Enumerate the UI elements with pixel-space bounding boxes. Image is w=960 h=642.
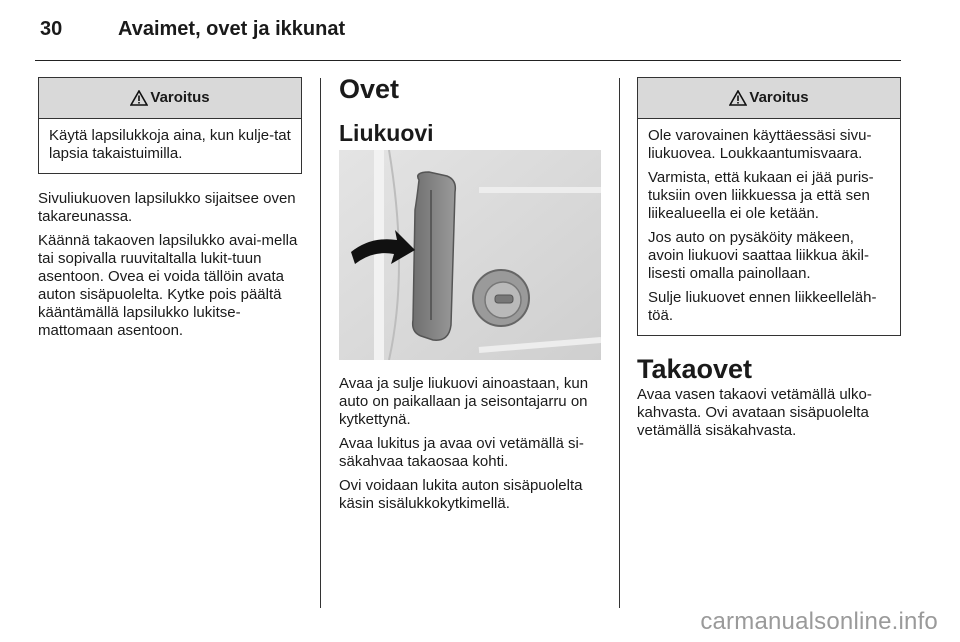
paragraph: Käännä takaoven lapsilukko avai-mella tai sopivalla ruuvitaltalla lukit-tuun asentoon. Ovea ei voida tällöin avata auton sisäpuolelta. Kytke pois päältä kääntämällä lapsilukko lukitse-mattomaan asentoon. xyxy=(38,232,298,339)
warning-header xyxy=(638,78,900,119)
warning-triangle-icon xyxy=(729,90,747,106)
column-3 xyxy=(637,77,901,446)
warning-text: Jos auto on pysäköity mäkeen, avoin liukuovi saattaa liikkua äkil-lisesti omalla painollaan. xyxy=(648,229,869,282)
warning-body xyxy=(39,119,301,173)
header-rule xyxy=(35,60,901,61)
page-title: Avaimet, ovet ja ikkunat xyxy=(118,18,346,40)
warning-triangle-icon xyxy=(130,90,148,106)
paragraph: Ovi voidaan lukita auton sisäpuolelta käsin sisälukkokytkimellä. xyxy=(339,477,583,512)
column-2-text xyxy=(339,375,605,519)
column-divider-2 xyxy=(619,78,620,608)
warning-label: Varoitus xyxy=(150,89,210,106)
page-number: 30 xyxy=(40,18,63,40)
subsection-title: Liukuovi xyxy=(339,120,434,146)
paragraph: Sivuliukuoven lapsilukko sijaitsee oven takareunassa. xyxy=(38,190,296,225)
page-header xyxy=(40,18,345,41)
paragraph: Avaa ja sulje liukuovi ainoastaan, kun auto on paikallaan ja seisontajarru on kytkettynä. xyxy=(339,375,589,428)
warning-box xyxy=(637,77,901,336)
column-2 xyxy=(339,74,603,146)
paragraph: Avaa vasen takaovi vetämällä ulko-kahvasta. Ovi avataan sisäpuolelta vetämällä sisäkahvasta. xyxy=(637,386,872,439)
warning-text: Käytä lapsilukkoja aina, kun kulje-tat lapsia takaistuimilla. xyxy=(49,127,291,162)
paragraph: Avaa lukitus ja avaa ovi vetämällä si-säkahvaa takaosaa kohti. xyxy=(339,435,584,470)
warning-label: Varoitus xyxy=(749,89,809,106)
section-title: Takaovet xyxy=(637,354,753,384)
column-divider-1 xyxy=(320,78,321,608)
warning-header xyxy=(39,78,301,119)
warning-body xyxy=(638,119,900,335)
warning-text: Ole varovainen käyttäessäsi sivu-liukuovea. Loukkaantumisvaara. xyxy=(648,127,872,162)
watermark: carmanualsonline.info xyxy=(700,608,938,635)
column-1 xyxy=(38,77,302,346)
warning-box xyxy=(38,77,302,174)
sliding-door-handle-illustration xyxy=(339,150,601,360)
warning-text: Sulje liukuovet ennen liikkeelleläh-töä. xyxy=(648,289,877,324)
section-title: Ovet xyxy=(339,74,400,104)
warning-text: Varmista, että kukaan ei jää puris-tuksiin oven liikkuessa ja että sen liikealueella ei ole ketään. xyxy=(648,169,874,222)
